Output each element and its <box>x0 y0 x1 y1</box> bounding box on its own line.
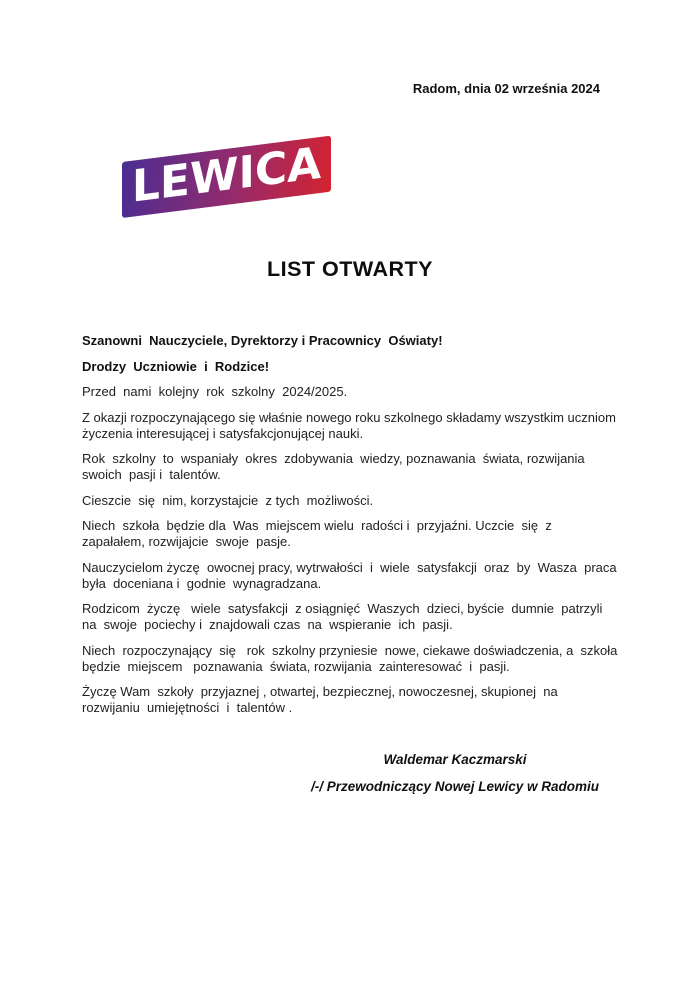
letter-line: swoich pasji i talentów. <box>82 467 221 482</box>
letter-line: zapałałem, rozwijajcie swoje pasje. <box>82 534 291 549</box>
letter-paragraph <box>82 493 642 509</box>
letter-body <box>82 333 642 726</box>
letter-line: będzie miejscem poznawania świata, rozwijania zainteresować i pasji. <box>82 658 510 674</box>
letter-line: rozwijaniu umiejętności i talentów . <box>82 700 293 715</box>
letter-paragraph <box>82 359 642 375</box>
letter-paragraph <box>82 684 642 716</box>
letter-paragraph <box>82 643 642 675</box>
letter-line: Rodzicom życzę wiele satysfakcji z osiągnięć Waszych dzieci, byście dumnie patrzyli <box>82 601 603 616</box>
lewica-logo-text: LEWICA <box>131 137 322 213</box>
letter-paragraph <box>82 410 642 442</box>
letter-line: Drodzy Uczniowie i Rodzice! <box>82 358 270 374</box>
letter-paragraph <box>82 518 642 550</box>
letter-line: Cieszcie się nim, korzystajcie z tych możliwości. <box>82 492 374 508</box>
letter-line: Z okazji rozpoczynającego się właśnie nowego roku szkolnego składamy wszystkim uczniom <box>82 409 616 425</box>
letter-line: Niech rozpoczynający się rok szkolny przyniesie nowe, ciekawe doświadczenia, a szkoła <box>82 642 618 658</box>
signature-block <box>280 751 630 795</box>
letter-paragraph <box>82 560 642 592</box>
letter-paragraph <box>82 384 642 400</box>
letter-line: Życzę Wam szkoły przyjaznej , otwartej, bezpiecznej, nowoczesnej, skupionej na <box>82 684 558 699</box>
letter-line: Nauczycielom życzę owocnej pracy, wytrwałości i wiele satysfakcji oraz by Wasza praca <box>82 559 617 575</box>
letter-line: była doceniana i godnie wynagradzana. <box>82 575 322 591</box>
letter-paragraph <box>82 451 642 483</box>
letter-line: życzenia interesującej i satysfakcjonującej nauki. <box>82 425 364 441</box>
letter-line: na swoje pociechy i znajdowali czas na wspieranie ich pasji. <box>82 617 453 632</box>
letter-line: Przed nami kolejny rok szkolny 2024/2025. <box>82 384 348 399</box>
letter-line: Szanowni Nauczyciele, Dyrektorzy i Pracownicy Oświaty! <box>82 333 443 348</box>
signatory-role: /-/ Przewodniczący Nowej Lewicy w Radomiu <box>310 779 600 794</box>
letter-title: LIST OTWARTY <box>266 257 434 281</box>
letter-line: Niech szkoła będzie dla Was miejscem wielu radości i przyjaźni. Uczcie się z <box>82 518 552 533</box>
letter-line: Rok szkolny to wspaniały okres zdobywania wiedzy, poznawania świata, rozwijania <box>82 451 585 466</box>
letter-paragraph <box>82 333 642 349</box>
lewica-logo <box>122 136 331 218</box>
date-line: Radom, dnia 02 września 2024 <box>412 81 600 96</box>
letter-paragraph <box>82 601 642 633</box>
signatory-name: Waldemar Kaczmarski <box>383 752 527 767</box>
